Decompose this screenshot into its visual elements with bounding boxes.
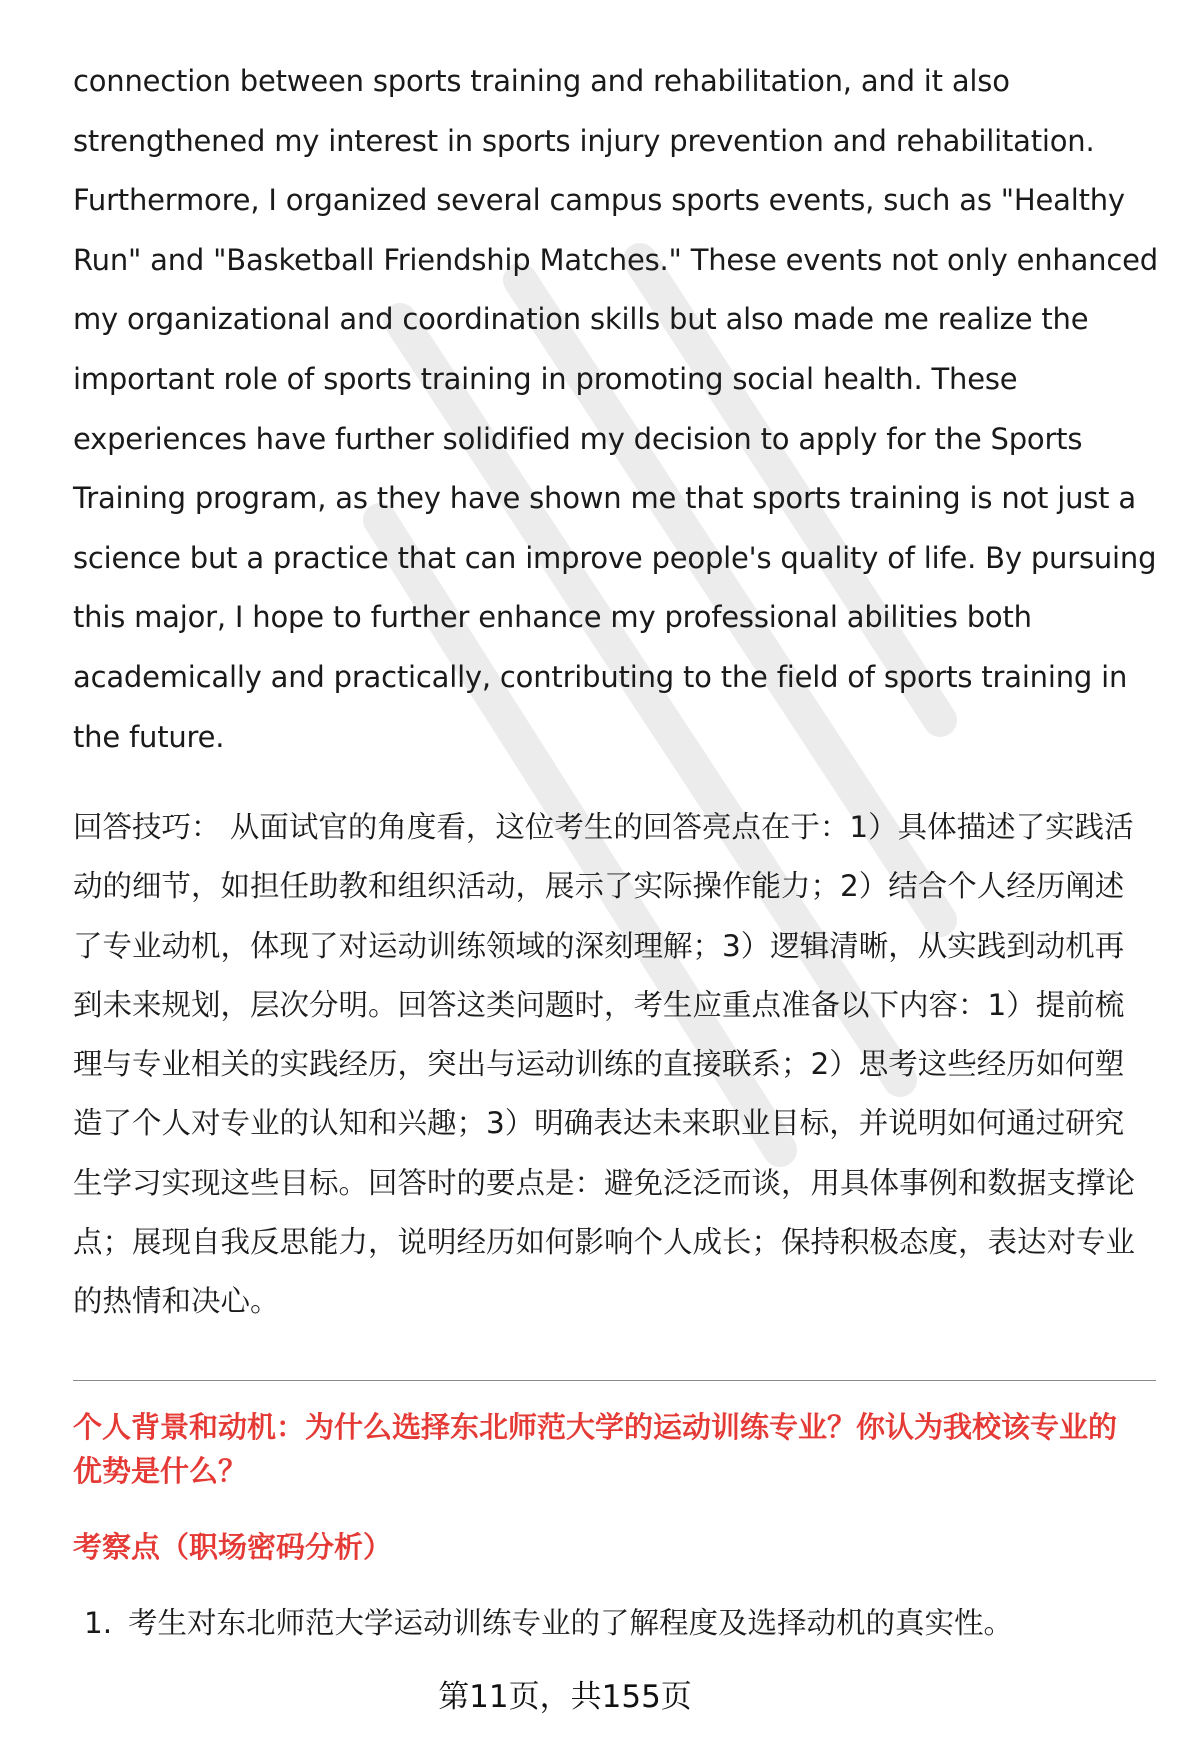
tips-line: 动的细节，如担任助教和组织活动，展示了实际操作能力；2）结合个人经历阐述 [73, 869, 1125, 904]
english-line: Furthermore, I organized several campus sports events, such as "Healthy [73, 183, 1125, 218]
english-line: important role of sports training in promoting social health. These [73, 361, 1018, 396]
question-heading [73, 1405, 1163, 1493]
tips-line: 回答技巧： 从面试官的角度看，这位考生的回答亮点在于：1）具体描述了实践活 [73, 810, 1134, 844]
tips-line: 的热情和决心。 [73, 1284, 280, 1319]
english-line: my organizational and coordination skills but also made me realize the [73, 302, 1089, 337]
english-line: academically and practically, contributing to the field of sports training in [73, 659, 1128, 694]
english-line: the future. [73, 719, 225, 754]
question-heading-line: 优势是什么？ [73, 1454, 248, 1488]
english-line: this major, I hope to further enhance my professional abilities both [73, 600, 1032, 635]
tips-line: 理与专业相关的实践经历，突出与运动训练的直接联系；2）思考这些经历如何塑 [73, 1047, 1125, 1082]
tips-line: 到未来规划，层次分明。回答这类问题时，考生应重点准备以下内容：1）提前梳 [73, 987, 1125, 1022]
tips-line: 了专业动机，体现了对运动训练领域的深刻理解；3）逻辑清晰，从实践到动机再 [73, 928, 1125, 963]
list-item-number: 1. [84, 1606, 113, 1640]
english-line: experiences have further solidified my decision to apply for the Sports [73, 421, 1083, 456]
english-line: Run" and "Basketball Friendship Matches." These events not only enhanced [73, 242, 1158, 277]
analysis-heading: 考察点（职场密码分析） [73, 1530, 393, 1564]
tips-line: 点；展现自我反思能力，说明经历如何影响个人成长；保持积极态度，表达对专业 [73, 1225, 1136, 1260]
tips-line: 造了个人对专业的认知和兴趣；3）明确表达未来职业目标，并说明如何通过研究 [73, 1106, 1125, 1141]
page-number-footer: 第11页，共155页 [438, 1679, 692, 1715]
section-divider [73, 1380, 1156, 1381]
english-line: strengthened my interest in sports injury prevention and rehabilitation. [73, 123, 1095, 158]
english-line: Training program, as they have shown me that sports training is not just a [73, 481, 1136, 516]
english-line: connection between sports training and rehabilitation, and it also [73, 64, 1010, 98]
answer-tips-paragraph [73, 798, 1153, 1332]
list-item-text: 考生对东北师范大学运动训练专业的了解程度及选择动机的真实性。 [128, 1606, 1014, 1640]
english-answer-paragraph [73, 52, 1158, 767]
list-item [84, 1601, 1013, 1645]
question-heading-line: 个人背景和动机：为什么选择东北师范大学的运动训练专业？你认为我校该专业的 [73, 1410, 1118, 1444]
english-line: science but a practice that can improve people's quality of life. By pursuing [73, 540, 1157, 575]
tips-line: 生学习实现这些目标。回答时的要点是：避免泛泛而谈，用具体事例和数据支撑论 [73, 1165, 1136, 1200]
